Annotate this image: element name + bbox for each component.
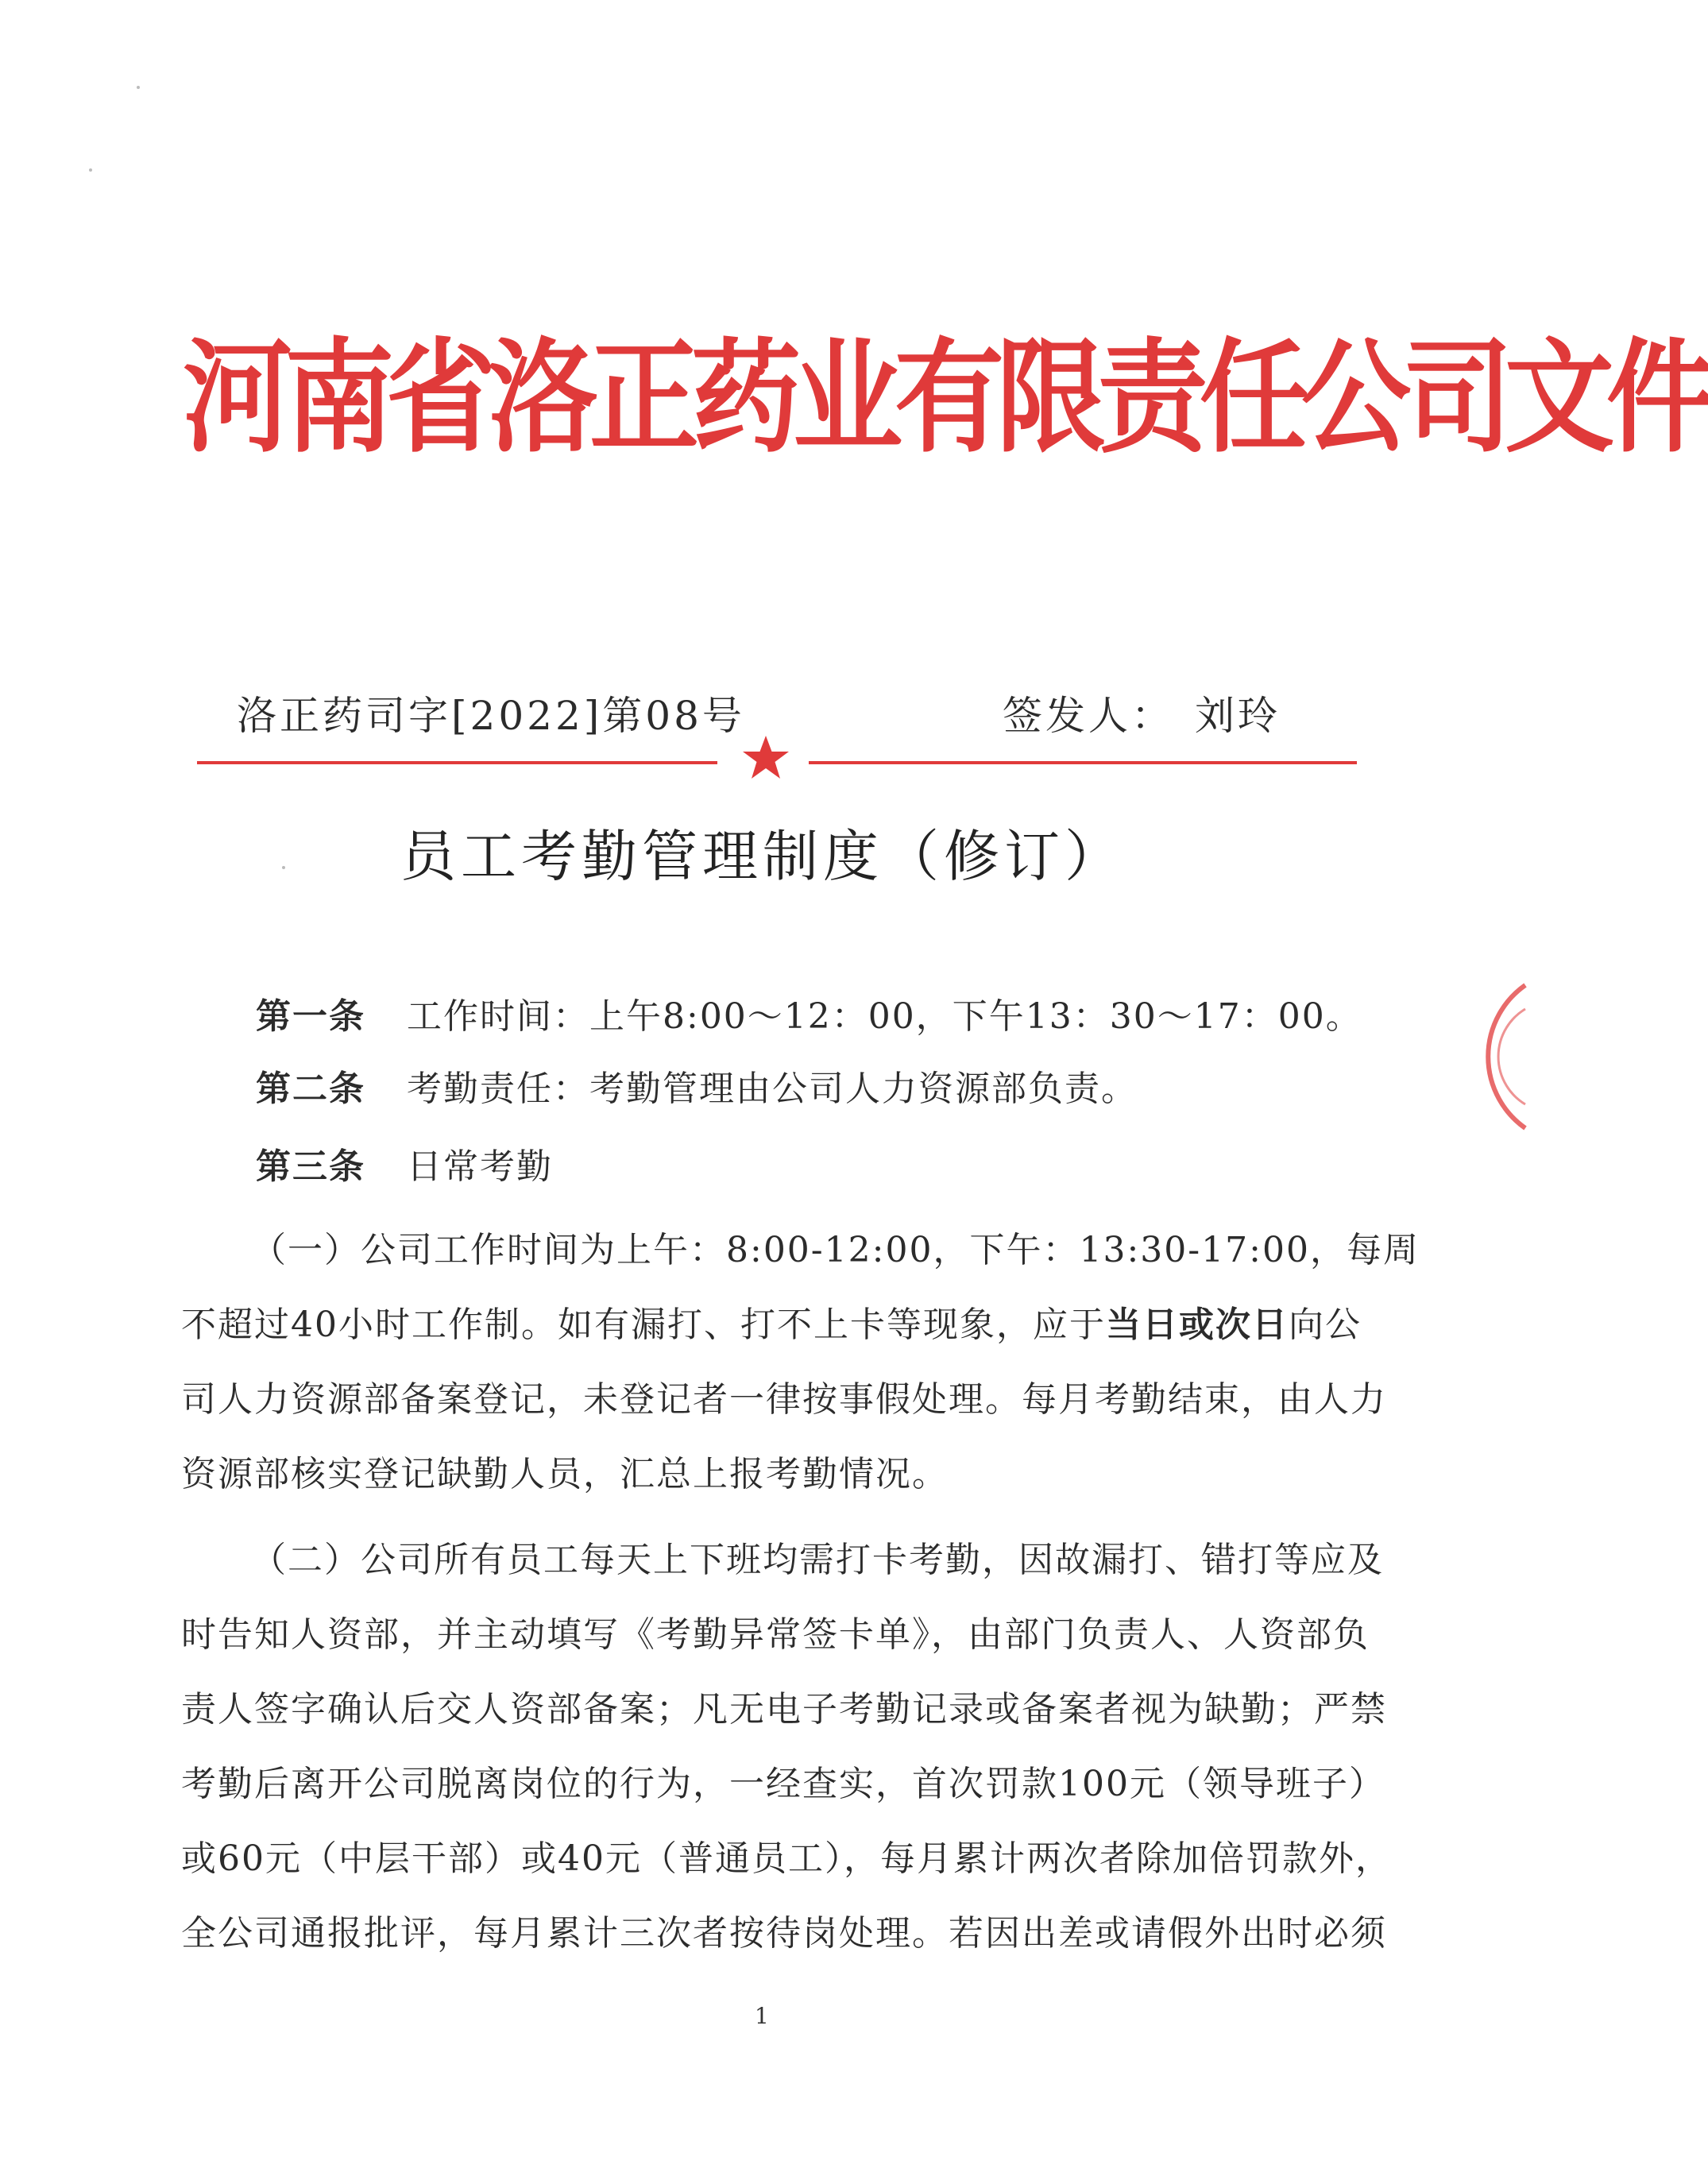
signer-label: 签发人： (1003, 693, 1174, 739)
page-number: 1 (755, 2003, 769, 2029)
paragraph-line: （一）公司工作时间为上午：8:00-12:00，下午：13:30-17:00，每周 (251, 1230, 1420, 1270)
paragraph-text: 不超过40小时工作制。如有漏打、打不上卡等现象，应于 (181, 1305, 1106, 1345)
paragraph-line (181, 1288, 1361, 1363)
article-text: 工作时间：上午8:00～12：00，下午13：30～17：00。 (407, 996, 1362, 1037)
paragraph-line: （二）公司所有员工每天上下班均需打卡考勤，因故漏打、错打等应及 (251, 1540, 1384, 1580)
seal-edge-stamp (1487, 977, 1525, 1136)
article-2 (256, 1065, 1138, 1113)
paragraph-line: 全公司通报批评，每月累计三次者按待岗处理。若因出差或请假外出时必须 (181, 1913, 1387, 1954)
article-label: 第二条 (256, 1069, 365, 1109)
article-label: 第三条 (256, 1146, 365, 1187)
article-text: 日常考勤 (407, 1146, 553, 1187)
scan-speck (89, 168, 92, 172)
paragraph-text: 向公 (1289, 1305, 1362, 1345)
scan-speck (282, 866, 285, 869)
paragraph-clause-2 (181, 1523, 1392, 1971)
paragraph-line: 时告知人资部，并主动填写《考勤异常签卡单》，由部门负责人、人资部负 (181, 1614, 1370, 1655)
header-divider-right (809, 761, 1357, 764)
paragraph-line: 责人签字确认后交人资部备案；凡无电子考勤记录或备案者视为缺勤；严禁 (181, 1689, 1387, 1730)
paragraph-line: 考勤后离开公司脱离岗位的行为，一经查实，首次罚款100元（领导班子） (181, 1764, 1385, 1804)
signer-block (1003, 690, 1281, 742)
header-divider-left (197, 761, 717, 764)
scan-speck (137, 86, 140, 89)
emphasized-text: 当日或次日 (1106, 1305, 1289, 1345)
organization-header-title: 河南省洛正药业有限责任公司文件 (183, 326, 1708, 470)
article-label: 第一条 (256, 996, 365, 1037)
article-3 (256, 1143, 553, 1191)
paragraph-line: 或60元（中层干部）或40元（普通员工），每月累计两次者除加倍罚款外， (181, 1838, 1392, 1879)
article-text: 考勤责任：考勤管理由公司人力资源部负责。 (407, 1069, 1138, 1109)
document-title: 员工考勤管理制度（修订） (400, 824, 1125, 889)
document-number: 洛正药司字[2022]第08号 (237, 693, 745, 739)
paragraph-line: 资源部核实登记缺勤人员，汇总上报考勤情况。 (181, 1454, 949, 1494)
article-1 (256, 993, 1362, 1041)
paragraph-line: 司人力资源部备案登记，未登记者一律按事假处理。每月考勤结束，由人力 (181, 1379, 1387, 1420)
paragraph-clause-1 (181, 1213, 1420, 1512)
signer-name: 刘玲 (1195, 693, 1281, 739)
red-star-icon (740, 733, 791, 783)
